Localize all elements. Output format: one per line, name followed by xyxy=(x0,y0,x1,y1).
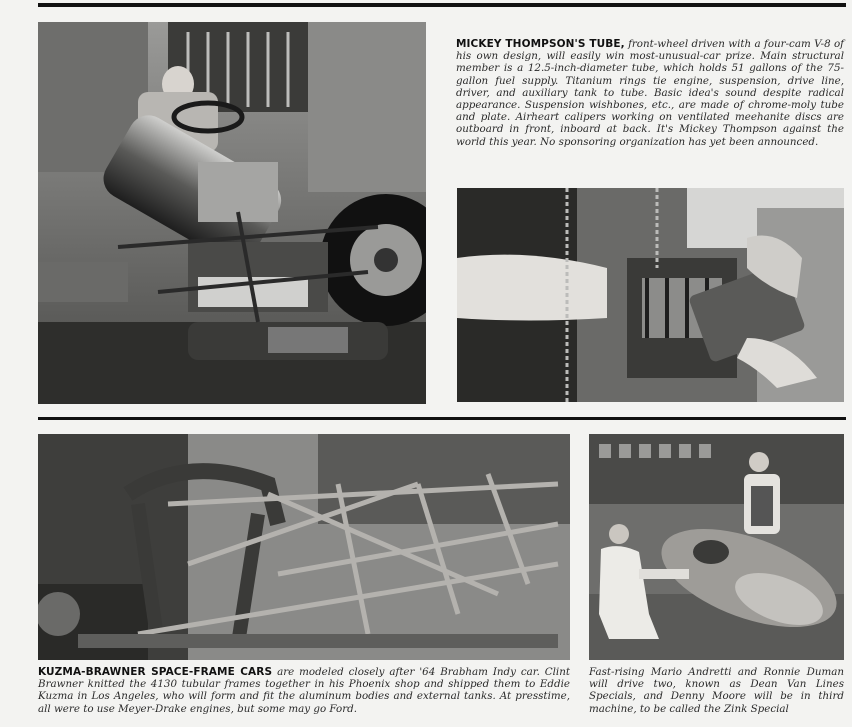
kuzma-caption xyxy=(38,666,570,715)
middle-rule xyxy=(38,417,846,420)
andretti-caption xyxy=(589,666,844,715)
kuzma-headline: KUZMA-BRAWNER SPACE-FRAME CARS xyxy=(38,666,273,678)
space-frame-photo xyxy=(38,434,570,660)
engine-hoist-photo xyxy=(457,188,844,402)
andretti-body: Fast-rising Mario Andretti and Ronnie Duman will drive two, known as Dean Van Lines Specials, and Denny Moore will be in third machine, to be called the Zink Special xyxy=(589,666,844,715)
kuzma-body: are modeled closely after '64 Brabham Indy car. Clint Brawner knitted the 4130 tubular frames together in his Phoenix shop and shipped them to Eddie Kuzma in Los Angeles, who will form and fit the aluminum bodies and external tanks. At presstime, all were to use Meyer-Drake engines, but some may go Ford. xyxy=(38,666,570,715)
top-rule xyxy=(38,3,846,7)
thompson-caption xyxy=(456,38,844,148)
body-shop-photo xyxy=(589,434,844,660)
thompson-headline: MICKEY THOMPSON'S TUBE, xyxy=(456,38,625,50)
thompson-car-photo xyxy=(38,22,426,404)
thompson-body: front-wheel driven with a four-cam V-8 of his own design, will easily win most-unusual-car prize. Main structural member is a 12.5-inch-diameter tube, which holds 51 gallons of the 75-gallon fuel supply. Titanium rings tie engine, suspension, drive line, driver, and auxiliary tank to tube. Basic idea's sound despite radical appearance. Suspension wishbones, etc., are made of chrome-moly tube and plate. Airheart calipers working on ventilated meehanite discs are outboard in front, inboard at back. It's Mickey Thompson against the world this year. No sponsoring organization has yet been announced. xyxy=(456,38,844,148)
